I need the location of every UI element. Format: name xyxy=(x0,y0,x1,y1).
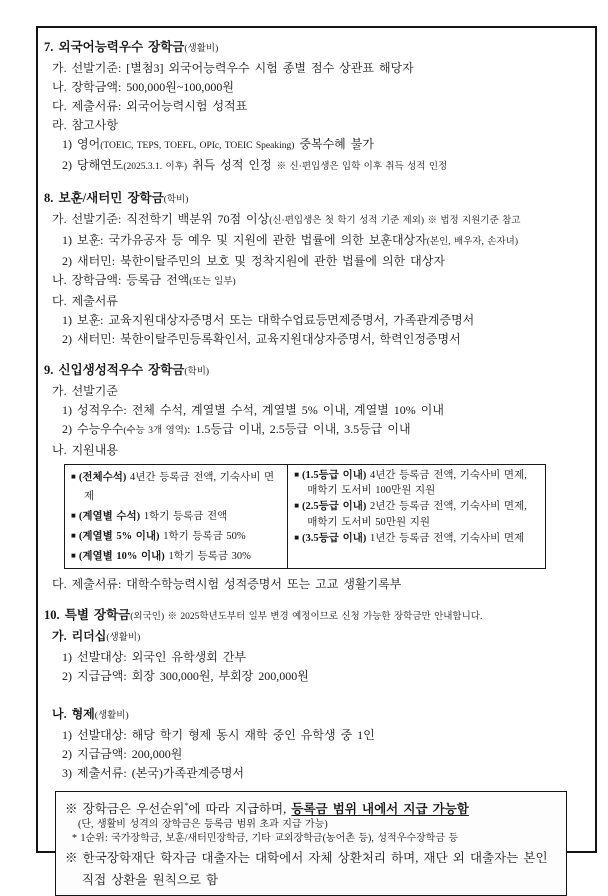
scope-label: (외국인) xyxy=(130,612,165,622)
item-label: (2.5등급 이내) xyxy=(302,501,367,513)
heading-title: 보훈/새터민 장학금 xyxy=(53,191,164,205)
item-text: 2년간 등록금 전액, 기숙사비 면제, 매학기 도서비 50만원 지원 xyxy=(307,501,527,528)
page-border xyxy=(36,26,597,887)
square-bullet-icon: ■ xyxy=(71,551,76,560)
notice-line-loan-cont: 직접 상환을 원칙으로 함 xyxy=(82,872,219,887)
item-text: 4년간 등록금 전액, 기숙사비 면제, 매학기 도서비 100만원 지원 xyxy=(307,470,527,497)
item-label: (계열별 5% 이내) xyxy=(78,531,160,542)
section-9 xyxy=(44,361,589,594)
item-text: 1학기 등록금 50% xyxy=(159,531,246,542)
item-label: (전체수석) xyxy=(78,472,127,483)
section-9-heading xyxy=(44,361,589,382)
section-8 xyxy=(44,189,589,349)
run-small: (신·편입생은 첫 학기 성적 기준 제외) ※ 법정 지원기준 참고 xyxy=(269,216,521,226)
support-table-right-column xyxy=(288,465,545,568)
s7-item-d: 라. 참고사항 xyxy=(52,118,118,132)
s8-item-c2: 2) 새터민: 북한이탈주민등록확인서, 교육지원대상자증명서, 학력인정증명서 xyxy=(62,332,461,346)
square-bullet-icon: ■ xyxy=(71,511,76,520)
s9-item-a2 xyxy=(62,420,589,441)
sub-heading: 나. 형제 xyxy=(52,707,95,721)
run: ※ 장학금은 우선순위 xyxy=(65,802,185,817)
s8-item-b xyxy=(52,271,589,292)
s7-item-a: 가. 선발기준: [별첨3] 외국어능력우수 시험 종별 점수 상관표 해당자 xyxy=(52,61,414,75)
item-label: (1.5등급 이내) xyxy=(302,470,367,481)
section-7 xyxy=(44,38,589,177)
run: 가. 선발기준: 직전학기 백분위 70점 이상 xyxy=(52,212,270,226)
s7-item-d2 xyxy=(62,156,589,177)
heading-number: 8. xyxy=(44,191,54,205)
item-text: 4년간 등록금 전액, 기숙사비 면제 xyxy=(84,472,275,502)
s10-sub-ga xyxy=(52,627,589,648)
run-small: (본인, 배우자, 손자녀) xyxy=(426,237,518,247)
s8-item-a1 xyxy=(62,231,589,252)
square-bullet-icon: ■ xyxy=(294,470,300,479)
s9-item-a1: 1) 성적우수: 전체 수석, 계열별 수석, 계열별 5% 이내, 계열별 10% 이내 xyxy=(62,403,444,417)
notice-line-loan: ※ 한국장학재단 학자금 대출자는 대학에서 자체 상환처리 하며, 재단 외 대출자는 본인 xyxy=(65,851,548,866)
run-small: (2025.3.1. 이후) xyxy=(123,162,188,172)
square-bullet-icon: ■ xyxy=(71,531,76,540)
section-8-heading xyxy=(44,189,589,210)
footnote-marker: * xyxy=(184,801,189,810)
s9-item-c: 다. 제출서류: 대학수학능력시험 성적증명서 또는 고교 생활기록부 xyxy=(52,577,402,591)
item-text: 1학기 등록금 전액 xyxy=(140,511,228,522)
table-item xyxy=(294,530,539,546)
sub-heading: 가. 리더십 xyxy=(52,629,107,643)
notice-box xyxy=(55,791,567,896)
s8-item-c1: 1) 보훈: 교육지원대상자증명서 또는 대학수업료등면제증명서, 가족관계증명서 xyxy=(62,313,475,327)
heading-number: 7. xyxy=(44,40,54,54)
scope-label: (생활비) xyxy=(184,44,219,54)
run: 2) 당해연도 xyxy=(62,158,124,172)
run: 1) 영어 xyxy=(62,137,101,151)
heading-title: 특별 장학금 xyxy=(59,608,131,622)
scope-label: (학비) xyxy=(184,367,210,377)
s7-item-b: 나. 장학금액: 500,000원~100,000원 xyxy=(52,80,234,94)
run-note: ※ 신·편입생은 입학 이후 취득 성적 인정 xyxy=(276,162,448,172)
s9-item-a: 가. 선발기준 xyxy=(52,384,118,398)
scope-label: (학비) xyxy=(163,195,189,205)
s10-item-na2: 2) 지급금액: 200,000원 xyxy=(62,747,183,761)
run-small: (수능 3개 영역) xyxy=(123,426,188,436)
run: 에 따라 지급하며, xyxy=(188,802,292,817)
run-small: (TOEIC, TEPS, TOEFL, OPIc, TOEIC Speaking) xyxy=(100,141,295,151)
s10-item-ga1: 1) 선발대상: 외국인 유학생회 간부 xyxy=(62,650,247,664)
run: 2) 수능우수 xyxy=(62,422,124,436)
table-item xyxy=(71,526,281,546)
item-text: 1년간 등록금 전액, 기숙사비 면제 xyxy=(366,532,525,544)
heading-note: ※ 2025학년도부터 일부 변경 예정이므로 신청 가능한 장학금만 안내합니다. xyxy=(164,612,483,622)
support-table-left-column xyxy=(65,465,288,568)
heading-title: 신입생성적우수 장학금 xyxy=(53,363,185,377)
table-item xyxy=(71,467,281,506)
table-item xyxy=(71,506,281,526)
run-small: (또는 일부) xyxy=(189,277,236,287)
s7-item-d1 xyxy=(62,135,589,156)
scope-label: (생활비) xyxy=(106,633,141,643)
run: 나. 장학금액: 등록금 전액 xyxy=(52,273,190,287)
s10-item-na1: 1) 선발대상: 해당 학기 형제 동시 재학 중인 유학생 중 1인 xyxy=(62,728,375,742)
s7-item-c: 다. 제출서류: 외국어능력시험 성적표 xyxy=(52,99,248,113)
square-bullet-icon: ■ xyxy=(71,472,76,481)
scope-label: (생활비) xyxy=(94,711,129,721)
s10-item-na3: 3) 제출서류: (본국)가족관계증명서 xyxy=(62,766,245,780)
item-text: 1학기 등록금 30% xyxy=(164,551,251,562)
notice-line-footnote: * 1순위: 국가장학금, 보훈/새터민장학금, 기타 교외장학금(농어촌 등), 성적우수장학금 등 xyxy=(72,833,459,845)
notice-line-exception: (단, 생활비 성격의 장학금은 등록금 범위 초과 지급 가능) xyxy=(78,819,328,831)
table-item xyxy=(294,467,539,498)
s8-item-c: 다. 제출서류 xyxy=(52,294,118,308)
heading-title: 외국어능력우수 장학금 xyxy=(53,40,185,54)
run: : 1.5등급 이내, 2.5등급 이내, 3.5등급 이내 xyxy=(187,422,411,436)
s10-sub-na xyxy=(52,705,589,726)
section-7-heading xyxy=(44,38,589,59)
square-bullet-icon: ■ xyxy=(294,532,300,542)
section-10-heading xyxy=(44,606,589,627)
s9-item-b: 나. 지원내용 xyxy=(52,443,118,457)
section-10 xyxy=(44,606,589,783)
support-table xyxy=(64,464,546,569)
run: 1) 보훈: 국가유공자 등 예우 및 지원에 관한 법률에 의한 보훈대상자 xyxy=(62,233,427,247)
item-label: (계열별 10% 이내) xyxy=(78,551,165,562)
heading-number: 9. xyxy=(44,363,54,377)
heading-number: 10. xyxy=(44,608,60,622)
item-label: (계열별 수석) xyxy=(78,511,141,522)
s8-item-a2: 2) 새터민: 북한이탈주민의 보호 및 정착지원에 관한 법률에 의한 대상자 xyxy=(62,254,445,268)
table-item xyxy=(71,546,281,566)
table-item xyxy=(294,498,539,529)
notice-line-priority xyxy=(65,797,557,818)
square-bullet-icon: ■ xyxy=(294,501,300,511)
item-label: (3.5등급 이내) xyxy=(302,532,367,544)
run: 취득 성적 인정 xyxy=(187,158,277,172)
s8-item-a xyxy=(52,210,589,231)
emphasized-run: 등록금 범위 내에서 지급 가능함 xyxy=(291,802,469,817)
run: 중복수혜 불가 xyxy=(294,137,374,151)
s10-item-ga2: 2) 지급금액: 회장 300,000원, 부회장 200,000원 xyxy=(62,669,309,683)
